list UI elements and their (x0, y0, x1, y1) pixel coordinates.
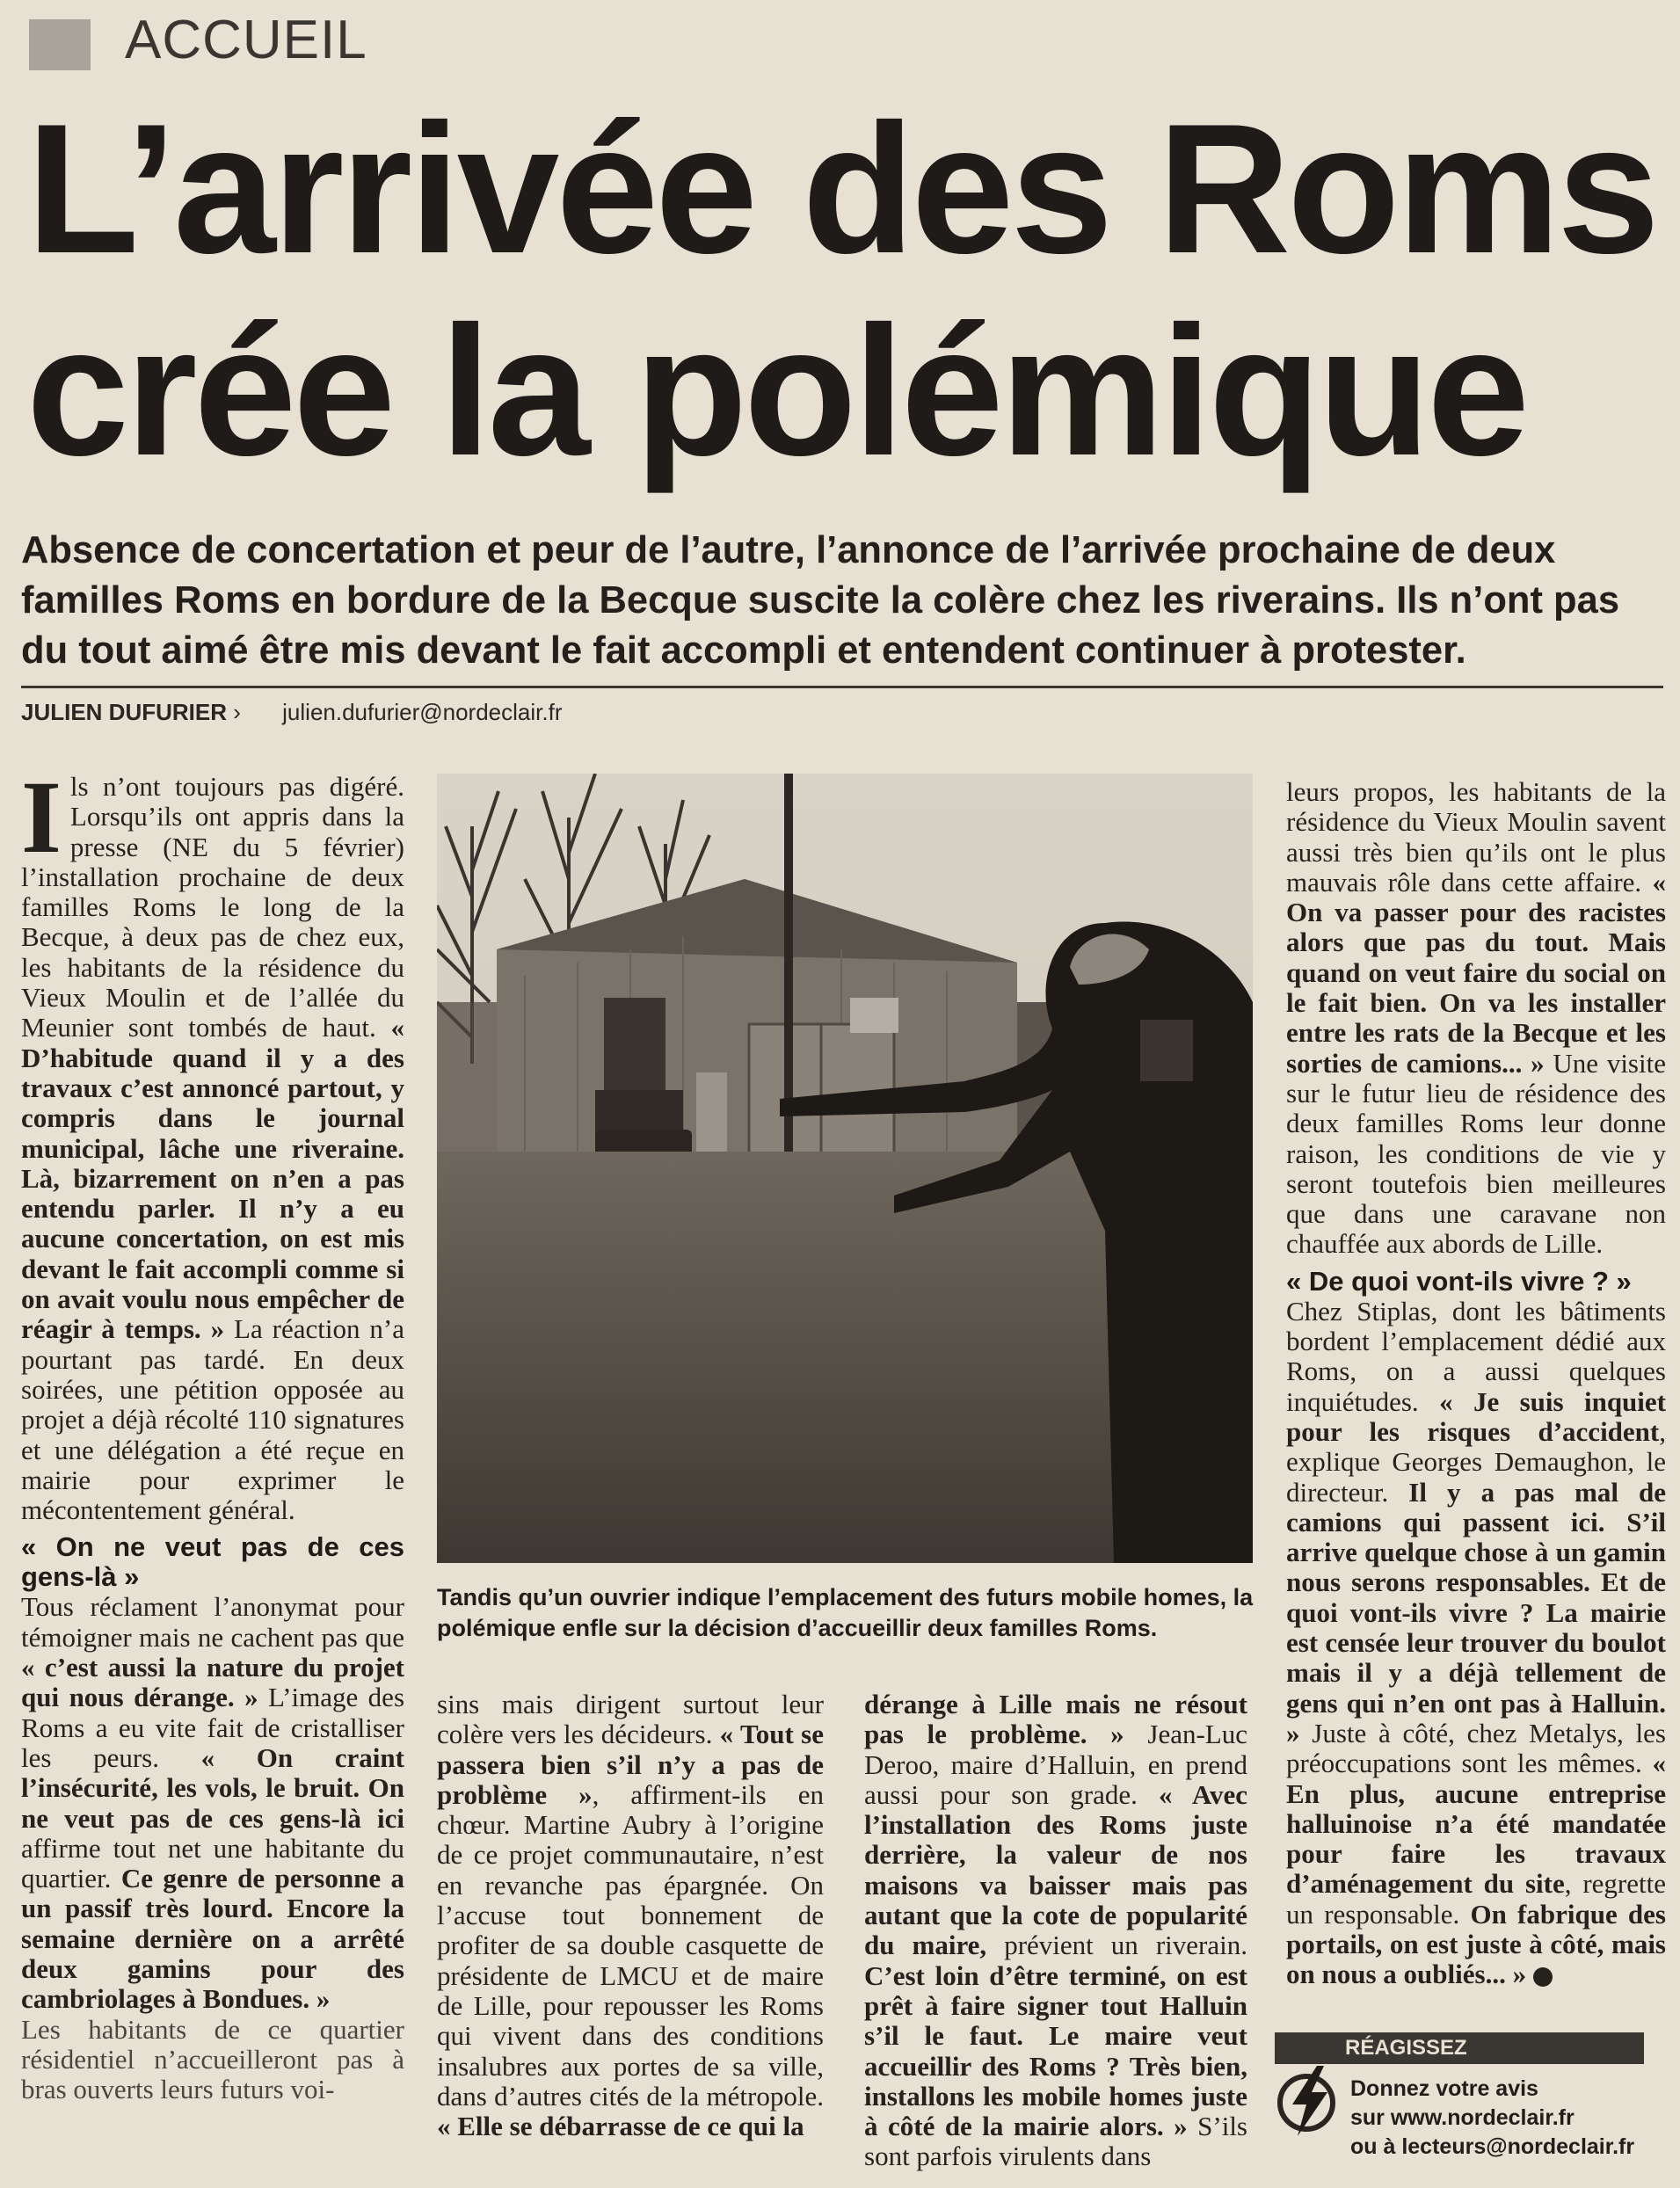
paragraph: dérange à Lille mais ne résout pas le problème. » Jean-Luc Deroo, maire d’Halluin, en prend aussi pour son grade. « Avec l’installation des Roms juste derrière, la valeur de nos maisons va baisser mais pas autant que la cote de popularité du maire, prévient un riverain. C’est loin d’être terminé, on est prêt à faire signer tout Halluin s’il le faut. Le maire veut accueillir des Roms ? Très bien, installons les mobile homes juste à côté de la mairie alors. » S’ils sont parfois virulents dans (864, 1689, 1247, 2172)
article-column-1 (21, 760, 405, 2105)
react-text (1350, 2075, 1663, 2162)
subheading: « De quoi vont-ils vivre ? » (1286, 1265, 1632, 1297)
author-name: JULIEN DUFURIER (21, 699, 228, 725)
article-column-4 (1286, 777, 1666, 1990)
subheading: « On ne veut pas de ces gens-là » (21, 1531, 404, 1593)
react-website-link[interactable]: sur www.nordeclair.fr (1350, 2105, 1575, 2130)
quote: C’est loin d’être terminé, on est prêt à faire signer tout Halluin s’il le faut. Le maire veut accueillir des Roms ? Très bien, installons les mobile homes juste à côté de la mairie alors. » (864, 1959, 1247, 2142)
lede: Absence de concertation et peur de l’autre, l’annonce de l’arrivée prochaine de deux familles Roms en bordure de la Becque suscite la colère chez les riverains. Ils n’ont pas du tout aimé être mis devant le fait accompli et entendent continuer à protester. (21, 529, 1620, 672)
react-box (1275, 2032, 1663, 2173)
quote: « Avec l’installation des Roms juste derrière, la valeur de nos maisons va baisser mais pas autant que la cote de popularité du maire, (864, 1778, 1247, 1961)
quote: « Je suis inquiet pour les risques d’accident (1286, 1385, 1666, 1447)
rubric-label: ACCUEIL (125, 10, 367, 70)
react-email-link[interactable]: ou à lecteurs@nordeclair.fr (1350, 2134, 1635, 2159)
article-column-2 (437, 1690, 824, 2141)
drop-cap: I (21, 760, 62, 875)
rubric-marker (29, 19, 91, 70)
quote: dérange à Lille mais ne résout pas le problème. » (864, 1689, 1247, 1750)
quote: « On va passer pour des racistes alors que pas du tout. Mais quand on veut faire du social on le fait bien. On va les installer entre les rats de la Becque et les sorties de camions... » (1286, 866, 1666, 1079)
quote: « On craint l’insécurité, les vols, le bruit. On ne veut pas de ces gens-là ici (21, 1741, 404, 1834)
quote: « Tout se passera bien s’il n’y a pas de problème » (437, 1719, 824, 1810)
article-photo (437, 774, 1253, 1563)
headline-line-2: crée la polémique (26, 287, 1527, 494)
headline (26, 85, 1662, 494)
byline-arrow-icon: › (233, 699, 241, 725)
photo-workers-site-image (437, 774, 1253, 1563)
paragraph: Les habitants de ce quartier résidentiel n’accueilleront pas à bras ouverts leurs futurs voi- (21, 2013, 404, 2105)
article-column-3 (864, 1690, 1247, 2172)
quote: « En plus, aucune entreprise halluinoise n’a été mandatée pour faire les travaux d’aménagement du site (1286, 1748, 1666, 1900)
quote: « D’habitude quand il y a des travaux c’est annoncé partout, y compris dans le journal municipal, lâche une riveraine. Là, bizarrement on n’en a pas entendu parler. Il n’y a eu aucune concertation, on est mis devant le fait accompli comme si on avait voulu nous empêcher de réagir à temps. » (21, 1012, 404, 1345)
headline-line-1: L’arrivée des Roms (26, 85, 1656, 292)
lightning-bolt-icon (1275, 2059, 1345, 2138)
paragraph: Ils n’ont toujours pas digéré. Lorsqu’ils ont appris dans la presse (NE du 5 février) l’installation prochaine de deux familles Roms le long de la Becque, à deux pas de chez eux, les habitants de la résidence du Vieux Moulin et de l’allée du Meunier sont tombés de haut. « D’habitude quand il y a des travaux c’est annoncé partout, y compris dans le journal municipal, lâche une riveraine. Là, bizarrement on n’en a pas entendu parler. Il n’y a eu aucune concertation, on est mis devant le fait accompli comme si on avait voulu nous empêcher de réagir à temps. » La réaction n’a pourtant pas tardé. En deux soirées, une pétition opposée au projet a déjà récolté 110 signatures et une délégation a été reçue en mairie pour exprimer le mécontentement général. (21, 760, 404, 1526)
quote: Ce genre de personne a un passif très lourd. Encore la semaine dernière on a arrêté deux gamins pour des cambriolages à Bondues. » (21, 1863, 404, 2015)
react-title: RÉAGISSEZ (1345, 2036, 1467, 2060)
paragraph: Chez Stiplas, dont les bâtiments bordent l’emplacement dédié aux Roms, on a aussi quelques inquiétudes. « Je suis inquiet pour les risques d’accident, explique Georges Demaughon, le directeur. Il y a pas mal de camions qui passent ici. S’il arrive quelque chose à un gamin nous serons responsables. Et de quoi vont-ils vivre ? La mairie est censée leur trouver du boulot mais il y a déjà tellement de gens qui n’en ont pas à Halluin. » Juste à côté, chez Metalys, les préoccupations sont les mêmes. « En plus, aucune entreprise halluinoise n’a été mandatée pour faire les travaux d’aménagement du site, regrette un responsable. On fabrique des portails, on est juste à côté, mais on nous a oubliés... » (1286, 1295, 1666, 1990)
quote: On fabrique des portails, on est juste à côté, mais on nous a oubliés... » (1286, 1898, 1666, 1990)
divider (21, 686, 1663, 688)
paragraph: sins mais dirigent surtout leur colère vers les décideurs. « Tout se passera bien s’il n’y a pas de problème », affirment-ils en chœur. Martine Aubry à l’origine de ce projet communautaire, n’est en revanche pas épargnée. On l’accuse tout bonnement de profiter de sa double casquette de présidente de LMCU et de maire de Lille, pour repousser les Roms qui vivent dans des conditions insalubres aux portes de sa ville, dans d’autres cités de la métropole. « Elle se débarrasse de ce qui la (437, 1689, 824, 2142)
paragraph: leurs propos, les habitants de la résidence du Vieux Moulin savent aussi très bien qu’ils ont le plus mauvais rôle dans cette affaire. « On va passer pour des racistes alors que pas du tout. Mais quand on veut faire du social on le fait bien. On va les installer entre les rats de la Becque et les sorties de camions... » Une visite sur le futur lieu de résidence des deux familles Roms leur donne raison, les conditions de vie y seront toutefois bien meilleures que dans une caravane non chauffée aux abords de Lille. (1286, 776, 1666, 1260)
react-line: Donnez votre avis (1350, 2076, 1538, 2101)
author-email: julien.dufurier@nordeclair.fr (282, 699, 563, 725)
byline (21, 699, 562, 726)
quote: « Elle se débarrasse de ce qui la (437, 2111, 804, 2142)
quote: « c’est aussi la nature du projet qui nous dérange. » (21, 1652, 404, 1713)
paragraph: Tous réclament l’anonymat pour témoigner mais ne cachent pas que « c’est aussi la nature du projet qui nous dérange. » L’image des Roms a eu vite fait de cristalliser les peurs. « On craint l’insécurité, les vols, le bruit. On ne veut pas de ces gens-là ici affirme tout net une habitante du quartier. Ce genre de personne a un passif très lourd. Encore la semaine dernière on a arrêté deux gamins pour des cambriolages à Bondues. » (21, 1591, 405, 2015)
photo-caption: Tandis qu’un ouvrier indique l’emplacement des futurs mobile homes, la polémique enfle sur la décision d’accueillir deux familles Roms. (437, 1584, 1254, 1641)
end-of-article-icon (1533, 1967, 1553, 1987)
quote: Il y a pas mal de camions qui passent ici. S’il arrive quelque chose à un gamin nous serons responsables. Et de quoi vont-ils vivre ? La mairie est censée leur trouver du boulot mais il y a déjà tellement de gens qui n’en ont pas à Halluin. » (1286, 1476, 1666, 1748)
